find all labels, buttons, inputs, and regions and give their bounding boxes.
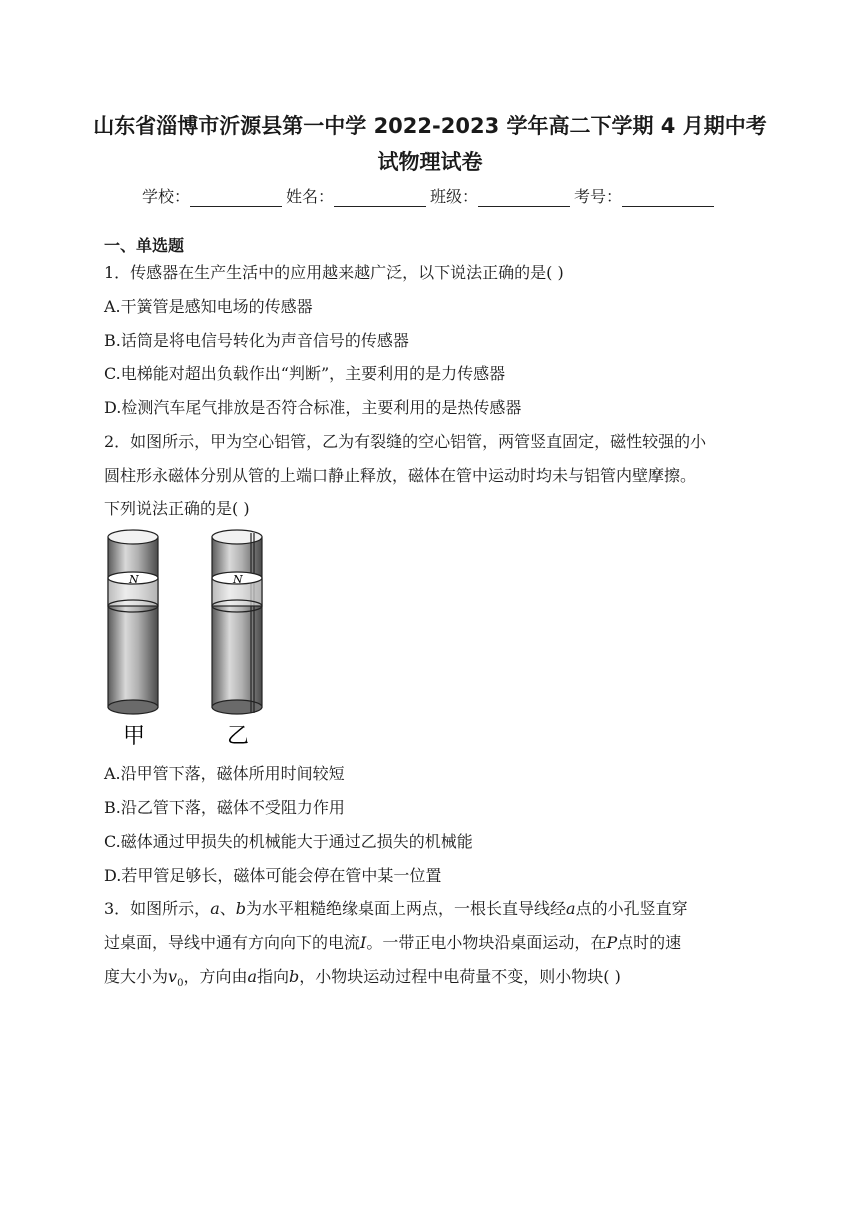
q3-var-a: a: [566, 899, 576, 918]
q3-text: ，方向由: [183, 967, 248, 986]
q1-option-b: B.话筒是将电信号转化为声音信号的传感器: [104, 331, 409, 350]
section-heading: 一、单选题: [104, 236, 185, 255]
q1-stem: 1．传感器在生产生活中的应用越来越广泛，以下说法正确的是( ): [104, 263, 564, 282]
q3-var-a: a: [210, 899, 220, 918]
q3-var-b: b: [289, 967, 300, 986]
q3-text: 度大小为: [104, 967, 169, 986]
q1-option-d: D.检测汽车尾气排放是否符合标准，主要利用的是热传感器: [104, 398, 522, 417]
school-blank[interactable]: [190, 190, 282, 207]
q2-stem-line-2: 圆柱形永磁体分别从管的上端口静止释放，磁体在管中运动时均未与铝管内壁摩擦。: [104, 466, 697, 485]
exam-number-blank[interactable]: [622, 190, 714, 207]
q3-var-p: P: [606, 933, 618, 952]
q2-option-c: C.磁体通过甲损失的机械能大于通过乙损失的机械能: [104, 832, 473, 851]
q2-stem-line-3: 下列说法正确的是( ): [104, 499, 250, 518]
tube-yi: [212, 530, 262, 714]
label-yi: 乙: [227, 724, 250, 749]
q1-option-a: A.干簧管是感知电场的传感器: [104, 297, 313, 316]
q3-var-v: v: [168, 967, 178, 986]
exam-title-line-1: 山东省淄博市沂源县第一中学 2022-2023 学年高二下学期 4 月期中考: [93, 114, 767, 138]
magnet-jia: [108, 572, 158, 612]
exam-title-line-2: 试物理试卷: [377, 150, 483, 174]
q3-text: ，小物块运动过程中电荷量不变，则小物块( ): [299, 967, 621, 986]
name-blank[interactable]: [334, 190, 426, 207]
q2-stem-line-1: 2．如图所示，甲为空心铝管，乙为有裂缝的空心铝管，两管竖直固定，磁性较强的小: [104, 432, 707, 451]
q3-var-b: b: [235, 899, 246, 918]
q3-text: 为水平粗糙绝缘桌面上两点，一根长直导线经: [246, 899, 567, 918]
exam-title: [60, 108, 800, 180]
q3-var-v-subscript: 0: [177, 978, 184, 990]
q1-option-c: C.电梯能对超出负载作出“判断”，主要利用的是力传感器: [104, 364, 506, 383]
q2-option-b: B.沿乙管下落，磁体不受阻力作用: [104, 798, 345, 817]
q3-stem-line-1: [104, 896, 688, 919]
q3-text: 点的小孔竖直穿: [575, 899, 688, 918]
q3-text: 指向: [257, 967, 290, 986]
q3-stem-line-3: [104, 964, 621, 989]
q2-option-d: D.若甲管足够长，磁体可能会停在管中某一位置: [104, 866, 442, 885]
class-blank[interactable]: [478, 190, 570, 207]
q3-text: 点时的速: [617, 933, 682, 952]
q3-var-a: a: [247, 967, 257, 986]
class-label: 班级：: [430, 187, 479, 206]
aluminum-tubes-figure: [100, 525, 280, 750]
q3-stem-line-2: [104, 930, 681, 953]
magnet-yi: [212, 572, 262, 612]
q3-text: 。一带正电小物块沿桌面运动，在: [366, 933, 607, 952]
magnet-yi-n-label: N: [233, 573, 243, 586]
label-jia: 甲: [123, 724, 146, 749]
tube-jia: [108, 530, 158, 714]
q3-var-i: I: [360, 933, 367, 952]
student-info-row: [0, 184, 860, 207]
magnet-jia-n-label: N: [129, 573, 139, 586]
q3-text: 3．如图所示，: [104, 899, 211, 918]
q3-text: 、: [219, 899, 236, 918]
school-label: 学校：: [141, 187, 190, 206]
name-label: 姓名：: [285, 187, 334, 206]
exam-number-label: 考号：: [574, 187, 623, 206]
q2-option-a: A.沿甲管下落，磁体所用时间较短: [104, 764, 345, 783]
q3-text: 过桌面，导线中通有方向向下的电流: [104, 933, 361, 952]
